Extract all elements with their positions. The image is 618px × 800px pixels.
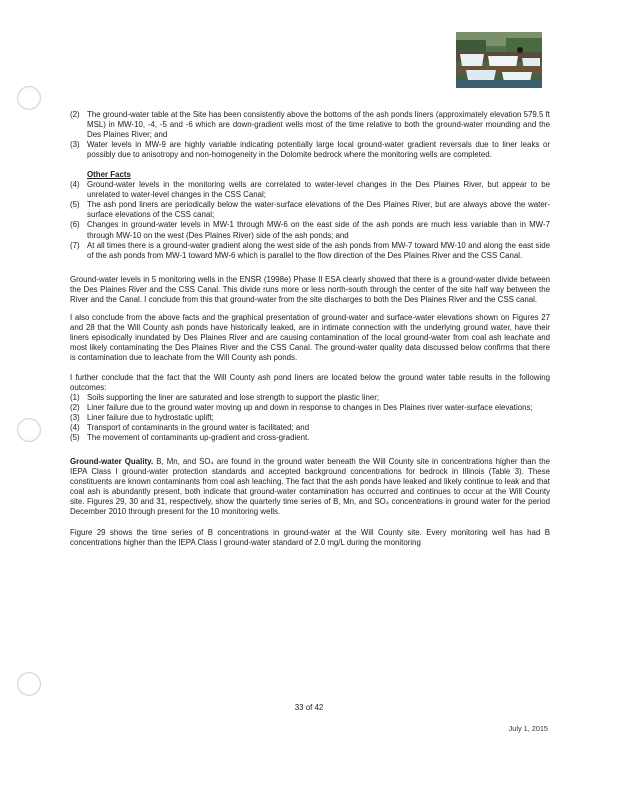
list-text: The movement of contaminants up-gradient and cross-gradient.	[87, 433, 310, 443]
binder-hole-top	[17, 86, 41, 110]
groundwater-quality-heading: Ground-water Quality.	[70, 457, 154, 467]
list-text: Changes in ground-water levels in MW-1 through MW-6 on the east side of the ash ponds are much less variable than in MW-7 through MW-10 on the west (Des Plaines River) side of the ash ponds; and	[87, 220, 550, 240]
list-item	[70, 200, 550, 220]
paragraph-figure-29: Figure 29 shows the time series of B concentrations in ground-water at the Will County site. Every monitoring well has had B concentrations higher than the IEPA Class I ground-water standard of 2.0 mg/L during the monitoring	[70, 527, 550, 547]
page-body	[70, 110, 550, 548]
findings-list-a	[70, 110, 550, 160]
paragraph-groundwater-quality	[70, 457, 550, 517]
list-text: At all times there is a ground-water gradient along the west side of the ash ponds from MW-7 toward MW-10 and along the east side of the ash ponds from MW-1 toward MW-6 which is parallel to the flow direction of the Des Plaines River and the CSS Canal.	[87, 240, 550, 260]
list-number: (7)	[70, 240, 80, 250]
outcomes-list	[70, 393, 550, 443]
list-number: (4)	[70, 180, 80, 190]
paragraph-divide: Ground-water levels in 5 monitoring wells in the ENSR (1998e) Phase II ESA clearly showed that there is a ground-water divide between the Des Plaines River and the CSS Canal. This divide runs more or less north-south through the center of the site half way between the River and the Canal. I conclude from this that ground-water from the site discharges to both the Des Plaines River and the CSS canal.	[70, 274, 550, 304]
list-text: Soils supporting the liner are saturated and lose strength to support the plastic liner;	[87, 393, 380, 403]
list-text: Liner failure due to hydrostatic uplift;	[87, 413, 214, 423]
list-text: Water levels in MW-9 are highly variable indicating potentially large local ground-water gradient reversals due to liner leaks or possibly due to anisotropy and non-homogeneity in the Dolomite bedrock where the monitoring wells are completed.	[87, 140, 550, 160]
list-item	[70, 393, 550, 403]
list-item	[70, 423, 550, 433]
list-text: Liner failure due to the ground water moving up and down in response to changes in Des Plaines river water-surface elevations;	[87, 403, 533, 413]
list-number: (4)	[70, 423, 80, 433]
page-number: 33 of 42	[294, 703, 324, 712]
list-item	[70, 413, 550, 423]
list-number: (5)	[70, 433, 80, 443]
list-item	[70, 403, 550, 413]
list-text: The ash pond liners are periodically below the water-surface elevations of the Des Plaines River, but are always above the water-surface elevations of the CSS canal;	[87, 200, 550, 220]
binder-hole-middle	[17, 418, 41, 442]
list-number: (6)	[70, 220, 80, 230]
list-number: (2)	[70, 110, 80, 119]
paragraph-outcomes-intro: I further conclude that the fact that the Will County ash pond liners are located below the ground water table results in the following outcomes:	[70, 372, 550, 392]
footer-date: July 1, 2015	[508, 724, 548, 733]
list-item	[70, 241, 550, 261]
binder-hole-bottom	[17, 672, 41, 696]
list-item	[70, 180, 550, 200]
groundwater-quality-text: B, Mn, and SO₄ are found in the ground water beneath the Will County site in concentrations higher than the IEPA Class I ground-water protection standards and accepted background concentrations for bedrock in Illinois (Table 3). These constituents are known contaminants from coal ash leaching. The fact that the ash ponds have leaked and likely continue to leak and that coal ash is abundantly present, both indicate that ground-water contamination has occurred and continues to occur at the Will County site. Figures 29, 30 and 31, respectively, show the quarterly time series of B, Mn, and SO₄ concentrations in ground water for the period December 2010 through present for the 10 monitoring wells.	[70, 457, 550, 517]
list-item	[70, 220, 550, 240]
list-item	[70, 433, 550, 443]
waterfall-photo-logo	[456, 32, 542, 88]
list-number: (2)	[70, 403, 80, 413]
findings-list-b	[70, 180, 550, 260]
paragraph-conclusion: I also conclude from the above facts and the graphical presentation of ground-water and surface-water elevations shown on Figures 27 and 28 that the Will County ash ponds have historically leaked, are in intimate connection with the underlying ground water, have their liners episodically inundated by Des Plaines River and are causing contamination of the local ground-water from coal ash leachate and most likely contaminating the Des Plaines River and the CSS Canal. The ground-water quality data discussed below confirms that there is contamination due to leachate from the Will County ash ponds.	[70, 312, 550, 362]
list-item	[70, 110, 550, 140]
list-number: (3)	[70, 413, 80, 423]
list-number: (5)	[70, 200, 80, 210]
other-facts-heading: Other Facts	[87, 170, 131, 180]
list-text: The ground-water table at the Site has been consistently above the bottoms of the ash ponds liners (approximately elevation 579.5 ft MSL) in MW-10, -4, -5 and -6 which are down-gradient wells most of the time relative to both the ground-water mounding and the Des Plaines River; and	[87, 110, 550, 140]
list-text: Ground-water levels in the monitoring wells are correlated to water-level changes in the Des Plaines River, but appear to be unrelated to water-level changes in the CSS Canal;	[87, 180, 550, 200]
list-number: (1)	[70, 393, 80, 403]
list-number: (3)	[70, 140, 80, 150]
list-text: Transport of contaminants in the ground water is facilitated; and	[87, 423, 310, 433]
list-item	[70, 140, 550, 160]
